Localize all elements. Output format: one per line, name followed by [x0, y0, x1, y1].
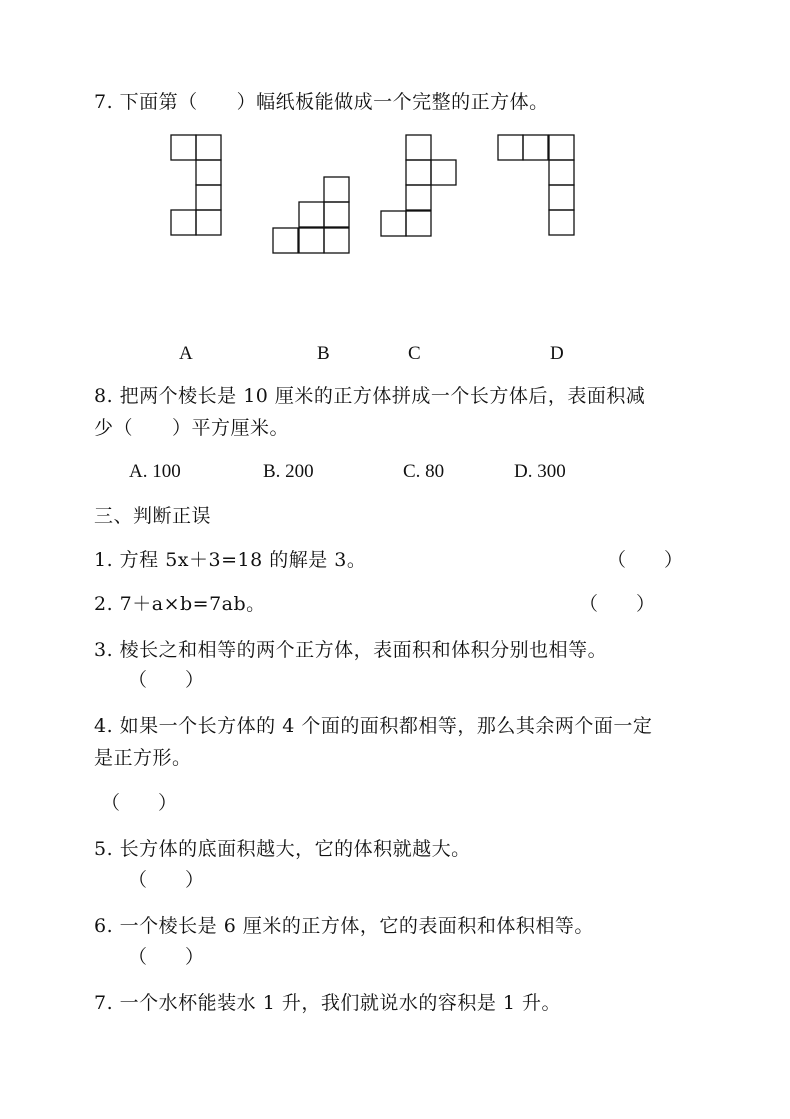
net-label-c: C [408, 343, 421, 364]
net-b-square [324, 202, 349, 227]
judge-item-5-answer-blank: （ ） [128, 869, 205, 891]
net-c-square [406, 160, 431, 185]
net-c-square [381, 211, 406, 236]
net-label-a: A [179, 343, 193, 364]
net-a-square [196, 185, 221, 210]
net-d [498, 135, 574, 235]
net-label-b: B [317, 343, 330, 364]
net-b-square [299, 202, 324, 227]
judge-item-2-answer-blank: （ ） [579, 593, 656, 615]
net-a-square [171, 210, 196, 235]
net-a [171, 135, 221, 235]
net-c-square [406, 185, 431, 210]
net-c [381, 135, 456, 236]
net-d-square [498, 135, 523, 160]
q8-line-2: 少（ ）平方厘米。 [94, 417, 290, 439]
net-b-square [324, 177, 349, 202]
q8-option-c: C. 80 [403, 461, 445, 482]
q8-option-d: D. 300 [514, 461, 566, 482]
net-b-square [273, 228, 298, 253]
net-a-square [196, 210, 221, 235]
judge-item-3: 3. 棱长之和相等的两个正方体，表面积和体积分别也相等。 [94, 639, 608, 661]
net-a-square [171, 135, 196, 160]
judge-item-1: 1. 方程 5x＋3=18 的解是 3。 [94, 549, 367, 571]
net-b [273, 177, 349, 253]
net-d-square [549, 135, 574, 160]
q8-option-b: B. 200 [263, 461, 314, 482]
judge-item-5: 5. 长方体的底面积越大，它的体积就越大。 [94, 838, 471, 860]
judge-item-7: 7. 一个水杯能装水 1 升，我们就说水的容积是 1 升。 [94, 992, 562, 1014]
q8-option-a: A. 100 [129, 461, 181, 482]
net-c-square [431, 160, 456, 185]
cube-nets-figure [0, 0, 790, 360]
q7-stem: 7. 下面第（ ）幅纸板能做成一个完整的正方体。 [94, 91, 549, 113]
net-d-square [549, 160, 574, 185]
net-a-square [196, 160, 221, 185]
judge-item-4-line-1: 4. 如果一个长方体的 4 个面的面积都相等，那么其余两个面一定 [94, 715, 653, 737]
judge-item-6: 6. 一个棱长是 6 厘米的正方体，它的表面积和体积相等。 [94, 915, 594, 937]
q8-line-1: 8. 把两个棱长是 10 厘米的正方体拼成一个长方体后，表面积减 [94, 385, 646, 407]
judge-item-6-answer-blank: （ ） [128, 946, 205, 968]
section-3-title: 三、判断正误 [94, 505, 212, 527]
net-label-d: D [550, 343, 564, 364]
net-b-square [299, 228, 324, 253]
judge-item-1-answer-blank: （ ） [607, 549, 684, 571]
net-d-square [523, 135, 548, 160]
judge-item-4-line-2: 是正方形。 [94, 747, 192, 769]
judge-item-4-answer-blank: （ ） [101, 792, 178, 814]
net-c-square [406, 211, 431, 236]
net-d-square [549, 185, 574, 210]
net-d-square [549, 210, 574, 235]
net-a-square [196, 135, 221, 160]
judge-item-2: 2. 7＋a×b=7ab。 [94, 593, 266, 615]
net-c-square [406, 135, 431, 160]
judge-item-3-answer-blank: （ ） [128, 669, 205, 691]
net-b-square [324, 228, 349, 253]
